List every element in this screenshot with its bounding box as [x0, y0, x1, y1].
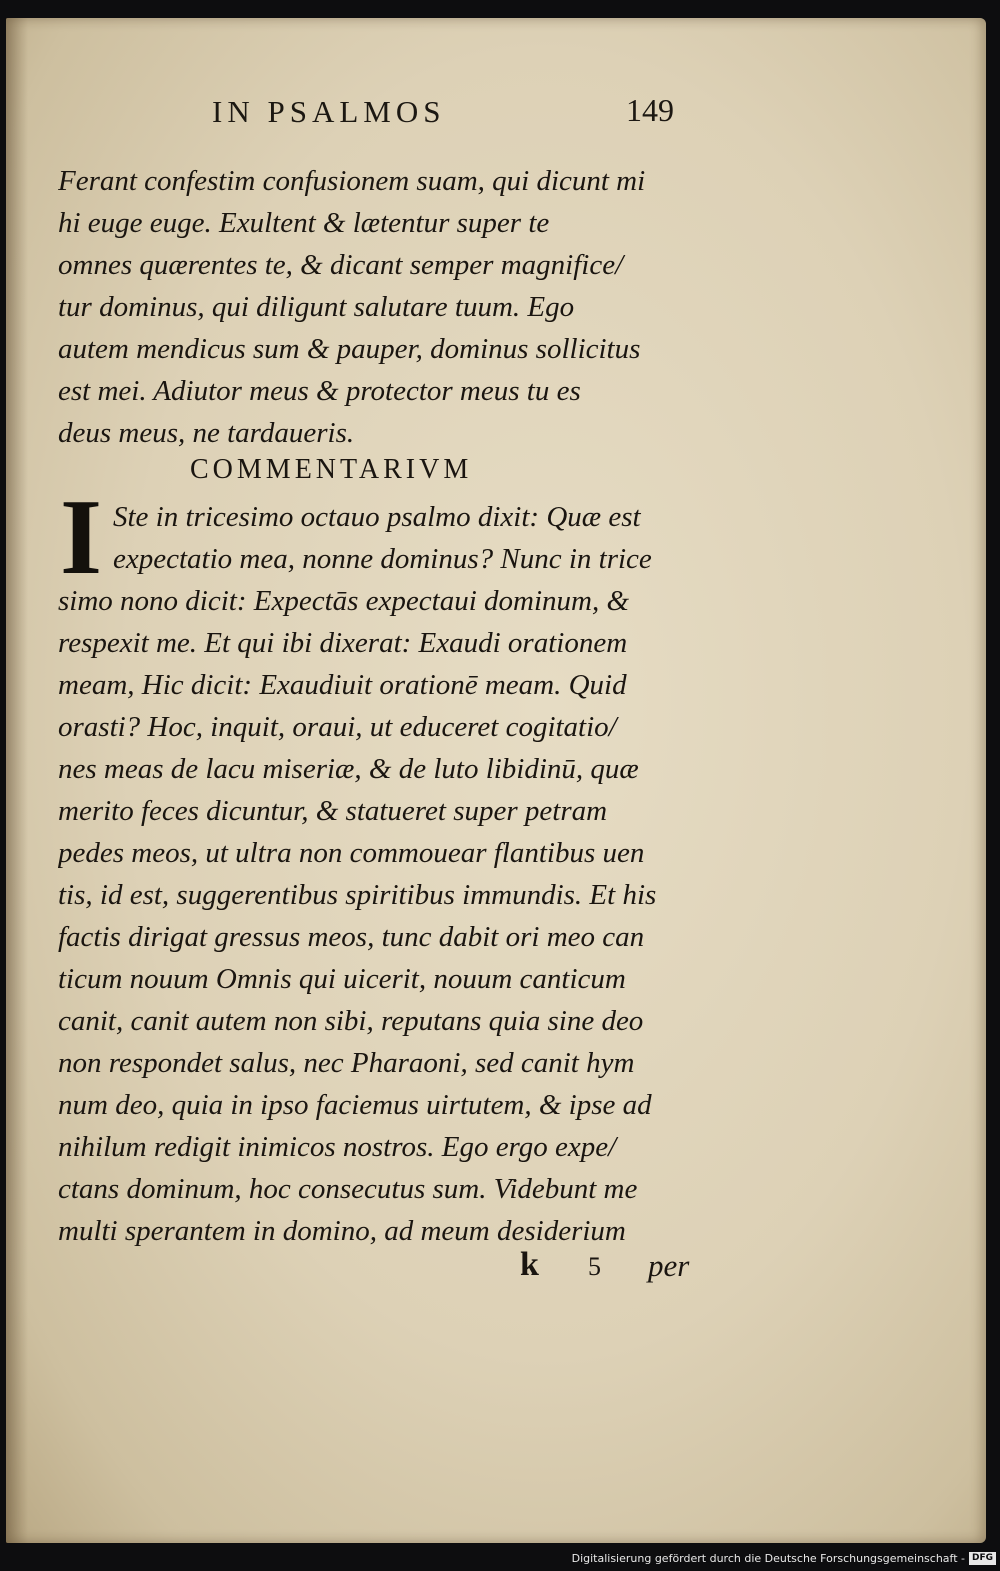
- commentary-line: multi sperantem in domino, ad meum desiderium: [58, 1215, 626, 1247]
- page-number: 149: [626, 92, 674, 128]
- page-gutter-shadow: [6, 18, 28, 1543]
- commentary-line: merito feces dicuntur, & statueret super petram: [58, 795, 608, 827]
- running-head: IN PSALMOS: [212, 94, 446, 129]
- commentary-line: tis, id est, suggerentibus spiritibus immundis. Et his: [58, 879, 657, 911]
- commentary-line: canit, canit autem non sibi, reputans quia sine deo: [58, 1005, 644, 1037]
- psalm-line: tur dominus, qui diligunt salutare tuum. Ego: [58, 291, 575, 323]
- commentary-line: factis dirigat gressus meos, tunc dabit ori meo can: [58, 921, 645, 953]
- commentary-line: pedes meos, ut ultra non commouear flantibus uen: [58, 837, 645, 869]
- commentary-line: orasti? Hoc, inquit, oraui, ut educeret cogitatio/: [58, 711, 617, 743]
- signature-letter: k: [520, 1246, 539, 1283]
- commentary-line: nihilum redigit inimicos nostros. Ego ergo expe/: [58, 1131, 617, 1163]
- commentary-line: respexit me. Et qui ibi dixerat: Exaudi orationem: [58, 627, 628, 659]
- section-heading: COMMENTARIVM: [190, 454, 473, 485]
- psalm-line: autem mendicus sum & pauper, dominus sollicitus: [58, 333, 641, 365]
- commentary-line: ctans dominum, hoc consecutus sum. Videbunt me: [58, 1173, 638, 1205]
- commentary-line: num deo, quia in ipso faciemus uirtutem, & ipse ad: [58, 1089, 652, 1121]
- signature-number: 5: [588, 1252, 601, 1281]
- commentary-line: ticum nouum Omnis qui uicerit, nouum canticum: [58, 963, 626, 995]
- psalm-line: est mei. Adiutor meus & protector meus tu es: [58, 375, 581, 407]
- commentary-line: expectatio mea, nonne dominus? Nunc in trice: [113, 543, 652, 575]
- footer-credit: Digitalisierung gefördert durch die Deutsche Forschungsgemeinschaft -: [571, 1551, 965, 1565]
- catchword: per: [648, 1248, 690, 1283]
- commentary-line: meam, Hic dicit: Exaudiuit orationē meam. Quid: [58, 669, 627, 701]
- psalm-line: deus meus, ne tardaueris.: [58, 417, 355, 449]
- commentary-line: simo nono dicit: Expectās expectaui dominum, &: [58, 585, 630, 617]
- drop-cap: I: [60, 478, 103, 597]
- digitization-footer: [572, 1549, 996, 1567]
- dfg-logo: DFG: [969, 1552, 996, 1565]
- psalm-line: omnes quærentes te, & dicant semper magnifice/: [58, 249, 624, 281]
- commentary-line: non respondet salus, nec Pharaoni, sed canit hym: [58, 1047, 635, 1079]
- psalm-line: hi euge euge. Exultent & lætentur super te: [58, 207, 550, 239]
- psalm-line: Ferant confestim confusionem suam, qui dicunt mi: [58, 165, 646, 197]
- commentary-line: nes meas de lacu miseriæ, & de luto libidinū, quæ: [58, 753, 639, 785]
- catchword-line: [520, 1246, 700, 1288]
- page-headline: [212, 86, 682, 136]
- commentary-line: Ste in tricesimo octauo psalmo dixit: Quæ est: [113, 501, 641, 533]
